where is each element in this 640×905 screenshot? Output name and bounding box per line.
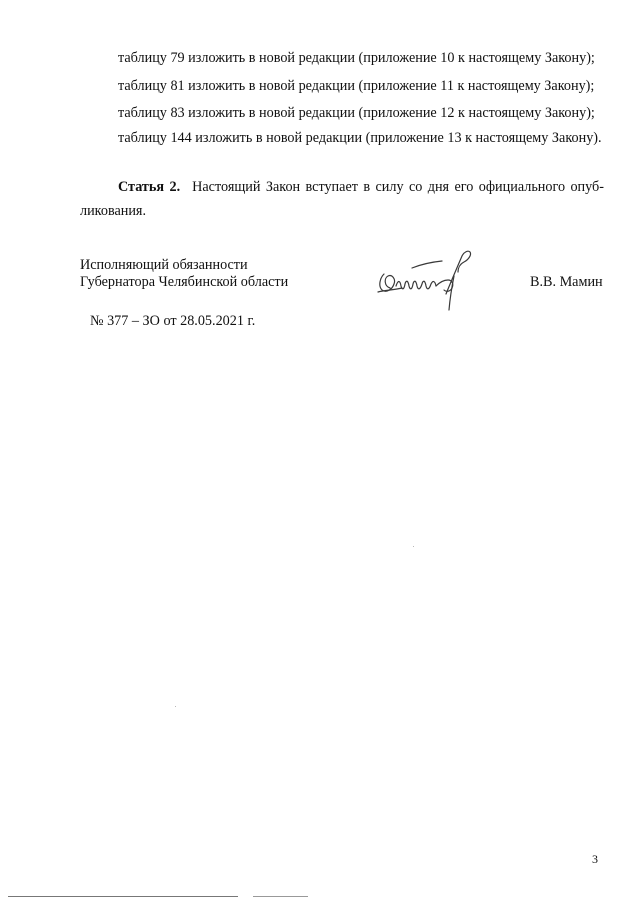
page-number: 3 [592,852,598,866]
article-2 [118,178,604,196]
signatory-position-line: Исполняющий обязанности [80,257,248,273]
amendment-item: таблицу 79 изложить в новой редакции (приложение 10 к настоящему Закону); [118,50,595,66]
signatory-position [80,257,288,291]
amendment-item: таблицу 83 изложить в новой редакции (приложение 12 к настоящему Закону); [118,105,595,121]
document-number: № 377 – ЗО от 28.05.2021 г. [90,313,256,329]
amendment-item: таблицу 81 изложить в новой редакции (приложение 11 к настоящему Закону); [118,78,595,94]
amendment-item: таблицу 144 изложить в новой редакции (приложение 13 к настоящему Закону). [118,130,602,146]
article-text-continuation: ликования. [80,203,147,219]
signatory-position-line: Губернатора Челябинской области [80,274,289,290]
scan-speck [175,706,176,707]
scan-edge-line [8,896,308,897]
scan-speck [413,546,414,547]
article-label: Статья 2. [118,179,181,195]
signatory-name: В.В. Мамин [530,274,603,290]
handwritten-signature [372,246,484,312]
article-text: Настоящий Закон вступает в силу со дня его официального опуб- [192,179,604,195]
